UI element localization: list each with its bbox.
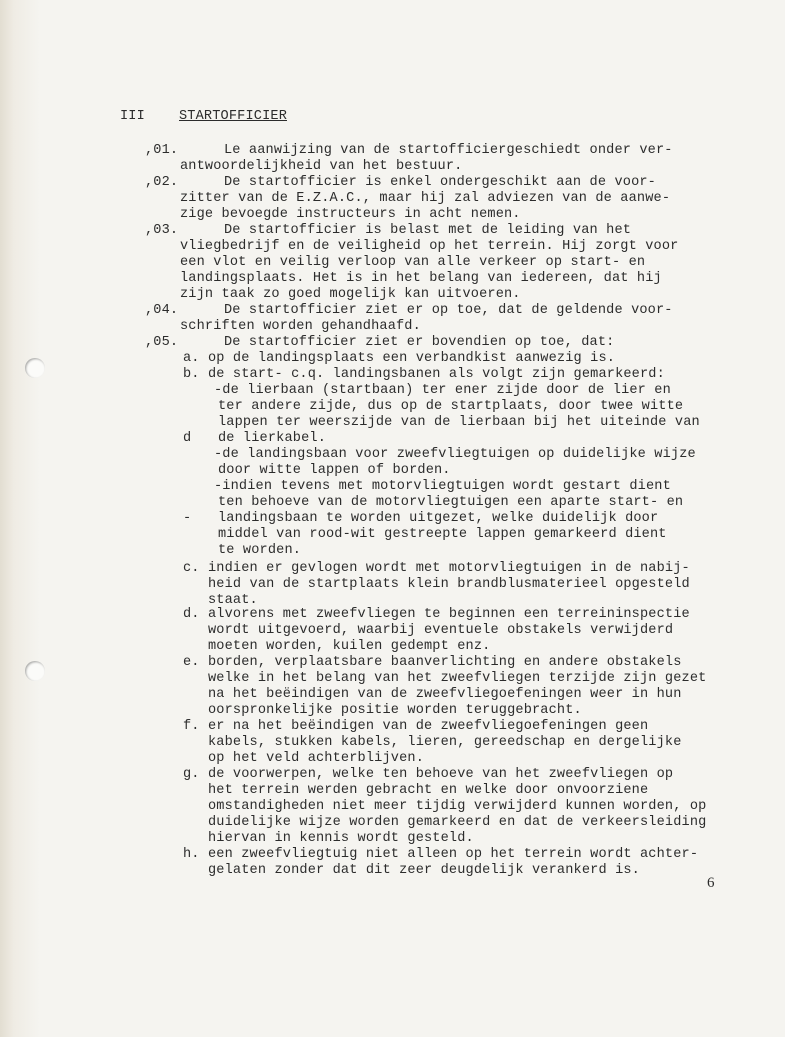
item-line: alvorens met zweefvliegen te beginnen een terreininspectie [208, 607, 690, 622]
item-letter: f. [183, 719, 200, 734]
paragraph-line: Le aanwijzing van de startofficiergeschiedt onder ver- [224, 143, 673, 158]
paragraph-line: zige bevoegde instructeurs in acht nemen. [180, 207, 521, 222]
item-line: op het veld achterblijven. [208, 751, 424, 766]
paragraph-number: ,05. [145, 335, 179, 350]
item-letter: h. [183, 847, 200, 862]
dash-line: landingsbaan te worden uitgezet, welke duidelijk door [218, 511, 659, 526]
item-line: kabels, stukken kabels, lieren, gereedschap en dergelijke [208, 735, 682, 750]
item-letter: g. [183, 767, 200, 782]
punch-hole [25, 661, 45, 681]
margin-mark: d [183, 431, 192, 446]
margin-mark: - [183, 511, 192, 526]
paragraph-line: De startofficier is belast met de leiding van het [224, 223, 632, 238]
dash-line: -de lierbaan (startbaan) ter ener zijde door de lier en [214, 383, 671, 398]
item-line: hiervan in kennis wordt gesteld. [208, 831, 474, 846]
item-line: moeten worden, kuilen gedempt enz. [208, 639, 491, 654]
paragraph-line: zitter van de E.Z.A.C., maar hij zal adviezen van de aanwe- [180, 191, 671, 206]
page-number: 6 [707, 875, 715, 891]
item-letter: e. [183, 655, 200, 670]
paragraph-number: ,04. [145, 303, 179, 318]
item-line: borden, verplaatsbare baanverlichting en andere obstakels [208, 655, 682, 670]
item-line: heid van de startplaats klein brandblusmaterieel opgesteld [208, 577, 690, 592]
section-number: III [120, 109, 145, 124]
dash-line: ter andere zijde, dus op de startplaats, door twee witte [218, 399, 684, 414]
item-line: indien er gevlogen wordt met motorvliegtuigen in de nabij- [208, 561, 690, 576]
item-line: de voorwerpen, welke ten behoeve van het zweefvliegen op [208, 767, 674, 782]
punch-hole [25, 358, 45, 378]
section-title: STARTOFFICIER [179, 109, 287, 124]
item-line: staat. [208, 593, 258, 608]
item-line: na het beëindigen van de zweefvliegoefeningen weer in hun [208, 687, 682, 702]
paragraph-line: vliegbedrijf en de veiligheid op het terrein. Hij zorgt voor [180, 239, 679, 254]
item-letter: b. [183, 367, 200, 382]
dash-line: -de landingsbaan voor zweefvliegtuigen op duidelijke wijze [214, 447, 696, 462]
item-line: een zweefvliegtuig niet alleen op het terrein wordt achter- [208, 847, 699, 862]
item-line: welke in het belang van het zweefvliegen terzijde zijn gezet [208, 671, 707, 686]
paragraph-line: antwoordelijkheid van het bestuur. [180, 159, 463, 174]
paragraph-line: zijn taak zo goed mogelijk kan uitvoeren. [180, 287, 521, 302]
dash-line: de lierkabel. [218, 431, 326, 446]
item-line: er na het beëindigen van de zweefvliegoefeningen geen [208, 719, 649, 734]
item-line: oorspronkelijke positie worden teruggebracht. [208, 703, 582, 718]
item-letter: c. [183, 561, 200, 576]
item-letter: a. [183, 351, 200, 366]
paragraph-line: schriften worden gehandhaafd. [180, 319, 421, 334]
dash-line: door witte lappen of borden. [218, 463, 451, 478]
item-line: duidelijke wijze worden gemarkeerd en dat de verkeersleiding [208, 815, 707, 830]
paragraph-line: landingsplaats. Het is in het belang van iedereen, dat hij [180, 271, 662, 286]
paragraph-line: een vlot en veilig verloop van alle verkeer op start- en [180, 255, 646, 270]
dash-line: ten behoeve van de motorvliegtuigen een aparte start- en [218, 495, 684, 510]
item-letter: d. [183, 607, 200, 622]
item-line: gelaten zonder dat dit zeer deugdelijk verankerd is. [208, 863, 640, 878]
paragraph-line: De startofficier is enkel ondergeschikt aan de voor- [224, 175, 656, 190]
paragraph-number: ,02. [145, 175, 179, 190]
paragraph-number: ,03. [145, 223, 179, 238]
item-line: op de landingsplaats een verbandkist aanwezig is. [208, 351, 616, 366]
dash-line: te worden. [218, 543, 302, 558]
paragraph-line: De startofficier ziet er op toe, dat de geldende voor- [224, 303, 673, 318]
item-line: het terrein werden gebracht en welke door onvoorziene [208, 783, 649, 798]
dash-line: middel van rood-wit gestreepte lappen gemarkeerd dient [218, 527, 667, 542]
dash-line: -indien tevens met motorvliegtuigen wordt gestart dient [214, 479, 671, 494]
dash-line: lappen ter weerszijde van de lierbaan bij het uiteinde van [218, 415, 700, 430]
paragraph-number: ,01. [145, 143, 179, 158]
item-line: de start- c.q. landingsbanen als volgt zijn gemarkeerd: [208, 367, 665, 382]
paragraph-line: De startofficier ziet er bovendien op toe, dat: [224, 335, 615, 350]
item-line: omstandigheden niet meer tijdig verwijderd kunnen worden, op [208, 799, 707, 814]
item-line: wordt uitgevoerd, waarbij eventuele obstakels verwijderd [208, 623, 674, 638]
